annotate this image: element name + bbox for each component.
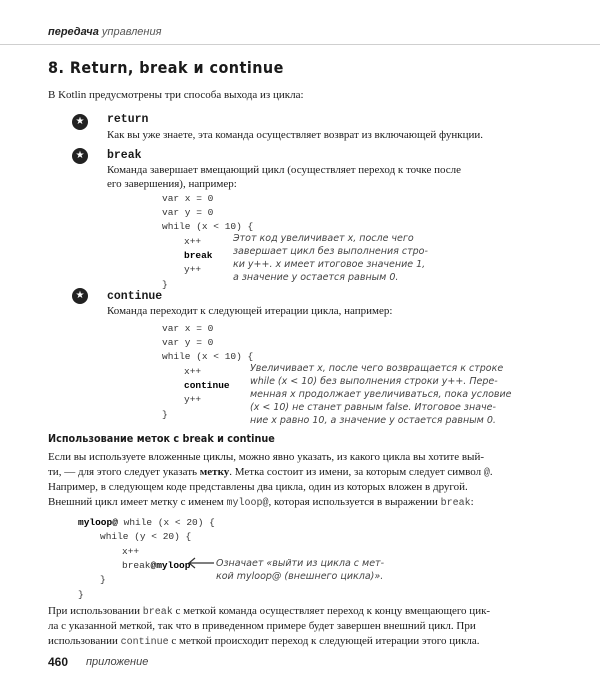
para2-line3 (48, 634, 480, 650)
code-line: var x = 0 (162, 193, 214, 204)
annotation-line: завершает цикл без выполнения стро- (233, 246, 428, 257)
code-break: break (184, 250, 213, 261)
keyword-break: break (107, 149, 142, 162)
code-line (122, 559, 190, 573)
keyword-continue: continue (107, 290, 163, 303)
code-line (78, 516, 215, 530)
text-span: ти, — для этого следует указать (48, 466, 200, 478)
star-icon: ★ (72, 114, 88, 130)
code-line: var y = 0 (162, 207, 214, 218)
intro-text: В Kotlin предусмотрены три способа выхода из цикла: (48, 89, 304, 101)
para2-line1 (48, 604, 490, 620)
code-line: var x = 0 (162, 323, 214, 334)
return-desc: Как вы уже знаете, эта команда осуществляет возврат из включающей функции. (107, 129, 483, 141)
annotation-line: кой myloop@ (внешнего цикла)». (216, 571, 384, 582)
annotation-arrow-icon (186, 556, 216, 570)
annotation-line: Означает «выйти из цикла с мет- (216, 558, 385, 569)
para1-line4 (48, 495, 474, 511)
header-part2: управления (101, 26, 162, 38)
running-header (48, 26, 161, 38)
break-desc-line2: его завершения), например: (107, 178, 237, 190)
annotation-line: (x < 10) не станет равным false. Итоговое значе- (250, 402, 496, 413)
code-label-ref: @myloop (150, 560, 191, 571)
code-line: while (x < 10) { (162, 351, 254, 362)
text-span: , которая используется в выражении (268, 496, 441, 508)
text-bold: метку (199, 466, 230, 478)
text-mono: break (440, 498, 471, 509)
code-line: x++ (184, 366, 202, 377)
text-span: . Метка состоит из имени, за которым следует символ (229, 466, 484, 478)
code-text: while (x < 20) { (117, 517, 215, 528)
page-number: 460 (48, 655, 69, 669)
code-line: var y = 0 (162, 337, 214, 348)
header-part1: передача (48, 26, 99, 38)
code-line: y++ (184, 264, 202, 275)
code-line: } (100, 574, 106, 585)
header-divider (0, 44, 600, 45)
code-line: y++ (184, 394, 202, 405)
text-span: использовании (48, 635, 121, 647)
annotation-line: ки y++. x имеет итоговое значение 1, (233, 259, 426, 270)
code-continue: continue (184, 380, 230, 391)
code-line: x++ (122, 546, 140, 557)
code-text: break (122, 560, 151, 571)
text-mono: @ (483, 468, 490, 479)
annotation-line: менная x продолжает увеличиваться, пока условие (250, 389, 512, 400)
text-span: с меткой происходит переход к следующей итерации этого цикла. (168, 635, 480, 647)
code-line: while (x < 10) { (162, 221, 254, 232)
annotation-line: а значение y остается равным 0. (233, 272, 399, 283)
para1-line2: ти, — для этого следует указать метку. Метка состоит из имени, за которым следует символ @. (48, 466, 493, 479)
code-line: } (162, 279, 168, 290)
text-span: При использовании (48, 605, 143, 617)
annotation-line: while (x < 10) без выполнения строки y++. Пере- (250, 376, 498, 387)
annotation-line: ние x равно 10, а значение y остается равным 0. (250, 415, 496, 426)
code-line: } (78, 589, 84, 600)
continue-desc: Команда переходит к следующей итерации цикла, например: (107, 305, 393, 317)
code-label: myloop@ (78, 517, 118, 528)
code-line: } (162, 409, 168, 420)
text-mono: break (142, 607, 173, 618)
code-line (184, 379, 230, 393)
para1-line1: Если вы используете вложенные циклы, можно явно указать, из какого цикла вы хотите вый- (48, 451, 484, 463)
star-icon: ★ (72, 288, 88, 304)
text-mono: continue (120, 637, 169, 648)
text-span: с меткой команда осуществляет переход к концу вмещающего цик- (172, 605, 491, 617)
text-span: : (470, 496, 474, 508)
footer-label: приложение (86, 656, 149, 668)
keyword-return: return (107, 113, 149, 126)
text-mono: myloop@ (226, 498, 269, 509)
code-line: while (y < 20) { (100, 531, 192, 542)
para1-line3: Например, в следующем коде представлены два цикла, один из которых вложен в другой. (48, 481, 468, 493)
code-line (184, 249, 213, 263)
annotation-line: Увеличивает x, после чего возвращается к строке (250, 363, 504, 374)
text-span: Внешний цикл имеет метку с именем (48, 496, 227, 508)
section-title: 8. Return, break и continue (48, 58, 284, 77)
code-line: x++ (184, 236, 202, 247)
subsection-title: Использование меток с break и continue (48, 432, 275, 445)
para2-line2: ла с указанной меткой, так что в приведенном примере будет завершен внешний цикл. При (48, 620, 476, 632)
star-icon: ★ (72, 148, 88, 164)
annotation-line: Этот код увеличивает x, после чего (233, 233, 414, 244)
break-desc-line1: Команда завершает вмещающий цикл (осуществляет переход к точке после (107, 164, 462, 176)
